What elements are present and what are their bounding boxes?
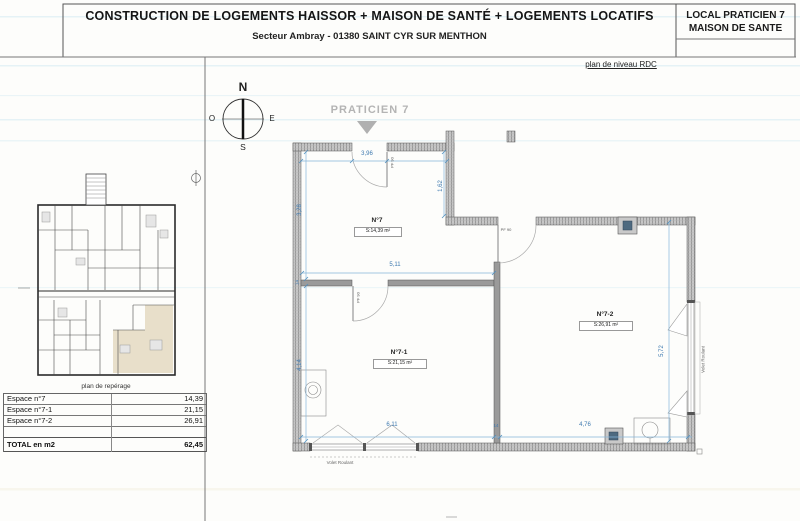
- pf-entry-label: PF 90: [500, 227, 512, 232]
- side-box-line2: MAISON DE SANTE: [688, 23, 783, 34]
- side-box-line1: LOCAL PRATICIEN 7: [686, 10, 785, 21]
- room-label-n7-1: N°7-1: [390, 349, 408, 356]
- total-label: TOTAL en m2: [7, 440, 55, 449]
- compass-north-label: N: [238, 80, 248, 94]
- dim-bottom-left: 6,11: [386, 422, 398, 428]
- table-row-empty: [4, 427, 206, 437]
- table-row: [4, 394, 206, 405]
- dim-mid: 5,11: [389, 262, 401, 268]
- room-label-n7-2: N°7-2: [596, 311, 614, 318]
- table-row: [4, 405, 206, 416]
- compass-icon: [222, 99, 264, 139]
- dim-top: 3,96: [361, 151, 373, 157]
- compass-west-label: O: [208, 114, 216, 123]
- dim-wall-left: 14: [294, 280, 300, 286]
- table-row: [4, 416, 206, 427]
- surface-table: [3, 393, 207, 452]
- sheet-side-box: [676, 9, 795, 35]
- room-area-n7-2: S:26,91 m²: [579, 321, 633, 331]
- row-label: Espace n°7: [7, 394, 46, 403]
- volet-bottom-label: Volet Roulant: [326, 460, 354, 465]
- compass-east-label: E: [269, 114, 275, 123]
- dim-bottom-right: 4,76: [579, 422, 591, 428]
- row-value: 21,15: [184, 405, 203, 414]
- dim-right: 5,72: [659, 345, 665, 357]
- row-value: 26,91: [184, 416, 203, 425]
- pf-mid-label: PF 90: [355, 292, 361, 303]
- compass-south-label: S: [240, 142, 246, 152]
- row-label: Espace n°7-2: [7, 416, 53, 425]
- sheet-subtitle: Secteur Ambray - 01380 SAINT CYR SUR MENTHON: [252, 31, 487, 42]
- sheet-title: CONSTRUCTION DE LOGEMENTS HAISSOR + MAISON DE SANTÉ + LOGEMENTS LOCATIFS: [85, 9, 654, 23]
- mini-north-icon: [192, 170, 201, 186]
- dim-bottom-wall: 14: [493, 423, 499, 428]
- room-area-n7-1: S:21,15 m²: [373, 359, 427, 369]
- dim-left-lower: 4,14: [297, 359, 303, 371]
- mini-plan: [18, 170, 201, 375]
- room-area-n7: S:14,39 m²: [354, 227, 402, 237]
- row-label: Espace n°7-1: [7, 405, 53, 414]
- level-label: plan de niveau RDC: [585, 60, 657, 69]
- dim-left-upper: 3,28: [297, 204, 303, 216]
- row-value: 14,39: [184, 394, 203, 403]
- room-label-n7: N°7: [371, 217, 383, 224]
- table-column-divider: [111, 394, 112, 452]
- volet-right-label: Volet Roulant: [700, 346, 706, 373]
- structural-columns: [605, 217, 637, 444]
- praticien-banner: PRATICIEN 7: [330, 104, 410, 116]
- banner-pointer-icon: [357, 121, 377, 134]
- mini-plan-caption: plan de repérage: [81, 383, 131, 390]
- table-total-row: [4, 437, 206, 452]
- total-value: 62,45: [184, 440, 203, 449]
- dim-notch: 1,62: [438, 180, 444, 192]
- pf-top-label: PF 90: [389, 157, 395, 168]
